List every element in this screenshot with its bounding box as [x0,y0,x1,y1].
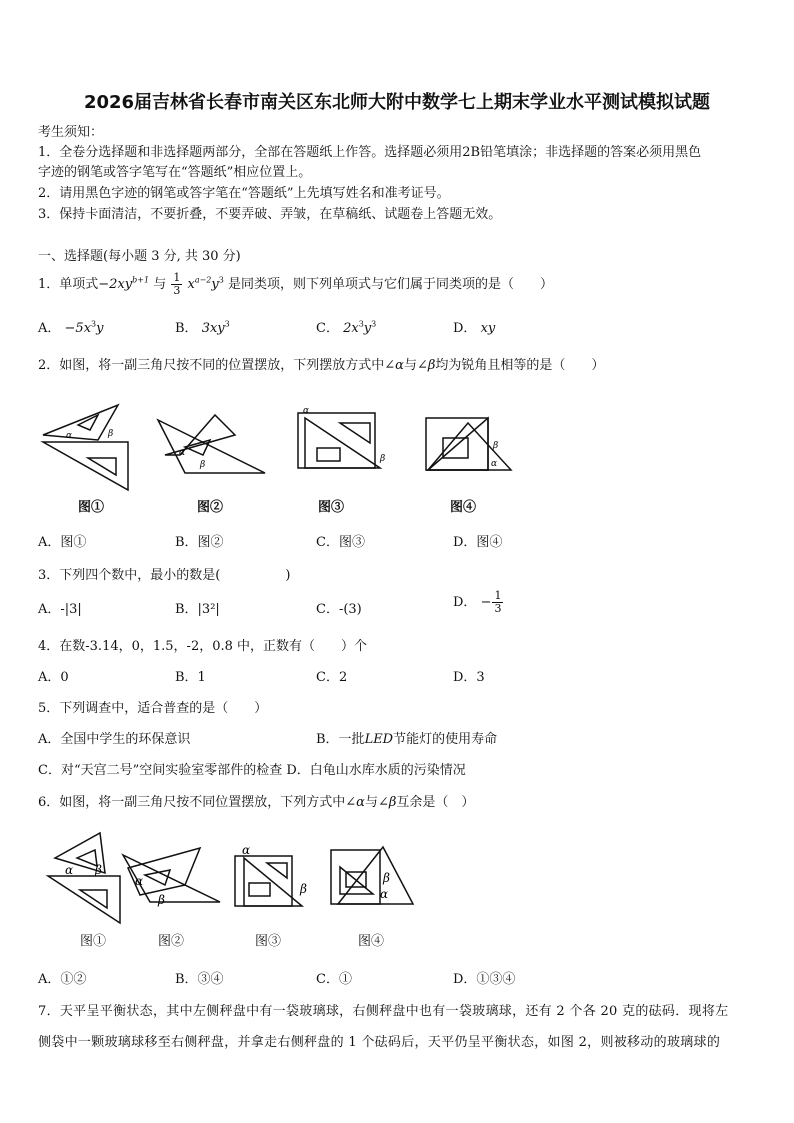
q2-figure-2 [155,405,270,495]
q6-caption-4: 图④ [358,934,385,949]
q6-figure-3 [232,838,312,923]
q6-option-d: D．①③④ [453,972,516,987]
question-7-line-2: 侧袋中一颗玻璃球移至右侧秤盘，并拿走右侧秤盘的 1 个砝码后，天平仍呈平衡状态，如图 2，则被移动的玻璃球的 [38,1035,721,1050]
svg-text:β: β [95,863,102,877]
q2-caption-3: 图③ [318,500,345,515]
question-6: 6．如图，将一副三角尺按不同位置摆放，下列方式中∠α与∠β互余是（ ） [38,795,475,810]
q2-option-c: C．图③ [316,535,365,550]
svg-text:α: α [135,874,144,888]
q2-figure-1 [38,400,138,495]
svg-text:β: β [380,454,386,464]
q2-option-b: B．图② [175,535,224,550]
svg-text:β: β [493,441,499,451]
svg-text:α: α [179,448,186,458]
notice-item-2: 2．请用黑色字迹的钢笔或答字笔在“答题纸”上先填写姓名和准考证号。 [38,186,450,201]
q2-figure-3 [295,403,395,493]
q1-option-a: A． $-5x^3y$ [38,319,104,336]
q5-option-b: B．一批LED节能灯的使用寿命 [316,732,498,747]
svg-text:β: β [158,893,165,907]
q6-option-c: C．① [316,972,352,987]
notice-heading: 考生须知： [38,125,104,140]
notice-item-1-cont: 字迹的钢笔或答字笔写在“答题纸”相应位置上。 [38,165,312,180]
q2-caption-4: 图④ [450,500,477,515]
q6-option-b: B．③④ [175,972,224,987]
svg-text:α: α [65,863,74,877]
notice-item-3: 3．保持卡面清洁，不要折叠，不要弄破、弄皱，在草稿纸、试题卷上答题无效。 [38,207,502,222]
q1-option-c: C． $2x^3y^3$ [316,319,377,336]
q6-figure-1 [45,828,125,928]
q4-option-b: B．1 [175,670,206,685]
q5-option-a: A．全国中学生的环保意识 [38,732,191,747]
question-1: 1．单项式$-2xy^{b+1}$ 与 $\frac{1}{3}$ $x^{a-2}y^3$ 是同类项，则下列单项式与它们属于同类项的是（ ） [38,271,553,297]
q1-option-d: D． xy [453,321,496,336]
q6-option-a: A．①② [38,972,87,987]
notice-item-1: 1．全卷分选择题和非选择题两部分，全部在答题纸上作答。选择题必须用2B铅笔填涂；非选择题的答案必须用黑色 [38,145,702,160]
svg-text:β: β [200,460,206,470]
svg-text:α: α [303,406,310,416]
fraction: $\frac{1}{3}$ [173,271,181,297]
q3-option-c: C．-(3) [316,602,362,617]
beta-label: β [108,429,114,439]
q3-option-b: B．|3²| [175,602,220,617]
q3-option-a: A．-|3| [38,602,82,617]
svg-text:α: α [380,887,389,901]
question-3: 3．下列四个数中，最小的数是( ) [38,568,291,583]
question-5: 5．下列调查中，适合普查的是（ ） [38,701,268,716]
q5-option-cd: C．对“天宫二号”空间实验室零部件的检查 D．白龟山水库水质的污染情况 [38,763,466,778]
q4-option-c: C．2 [316,670,348,685]
q4-option-a: A．0 [38,670,69,685]
q6-figure-4 [328,842,418,924]
section-heading: 一、选择题(每小题 3 分, 共 30 分) [38,249,241,264]
q2-option-d: D．图④ [453,535,503,550]
q2-figure-4 [423,408,518,488]
q6-caption-3: 图③ [255,934,282,949]
svg-text:β: β [383,871,390,885]
q2-option-a: A．图① [38,535,87,550]
q2-caption-2: 图② [197,500,224,515]
svg-text:β: β [300,882,307,896]
page-title: 2026届吉林省长春市南关区东北师大附中数学七上期末学业水平测试模拟试题 [83,92,711,113]
question-7-line-1: 7．天平呈平衡状态，其中左侧秤盘中有一袋玻璃球，右侧秤盘中也有一袋玻璃球，还有 2 个各 20 克的砝码．现将左 [38,1004,729,1019]
question-4: 4．在数-3.14，0，1.5，-2，0.8 中，正数有（ ）个 [38,639,368,654]
svg-text:α: α [242,843,251,857]
q4-option-d: D．3 [453,670,485,685]
svg-text:α: α [491,459,498,469]
q3-option-d: D． − $\frac{1}{3}$ [453,589,502,615]
question-2: 2．如图，将一副三角尺按不同的位置摆放，下列摆放方式中∠α与∠β均为锐角且相等的是（ ） [38,358,605,373]
alpha-label: α [66,431,73,441]
q6-caption-2: 图② [158,934,185,949]
q6-figure-2 [120,840,225,920]
q1-option-b: B． $3xy^3$ [175,319,230,336]
q2-caption-1: 图① [78,500,105,515]
q6-caption-1: 图① [80,934,107,949]
